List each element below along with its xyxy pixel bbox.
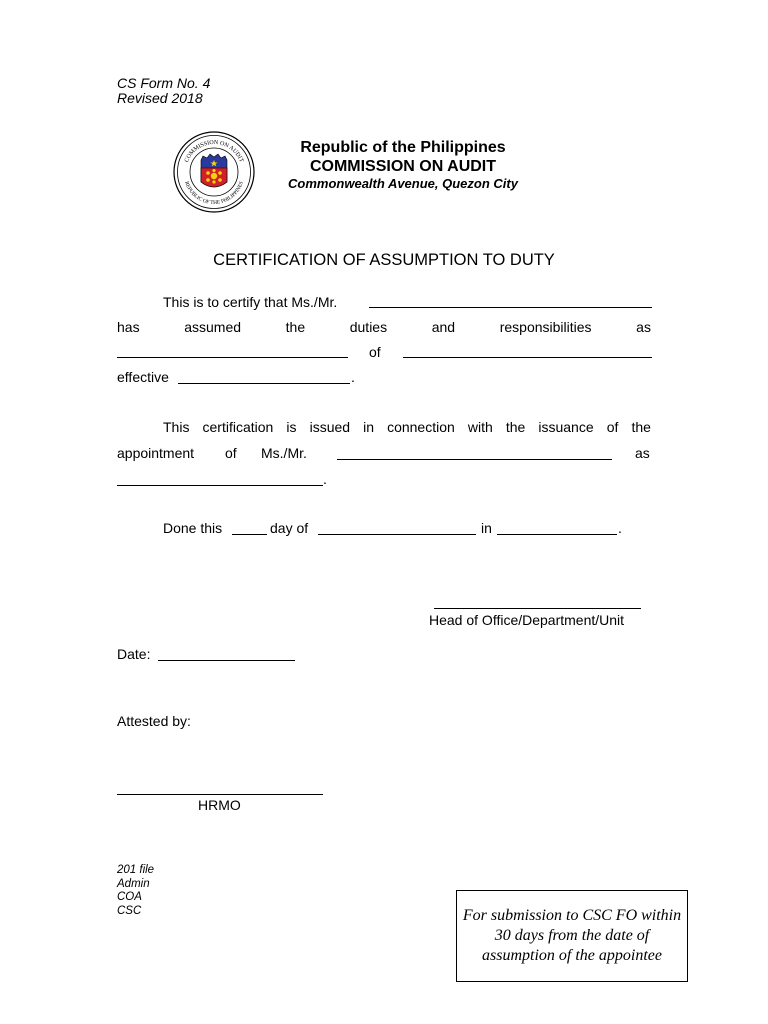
- head-of-office-label: Head of Office/Department/Unit: [429, 612, 625, 628]
- head-signature-line[interactable]: [434, 608, 641, 609]
- attested-label: Attested by:: [117, 713, 191, 729]
- form-no-text: CS Form No. 4: [117, 75, 211, 91]
- appointment-text: appointment: [117, 445, 195, 461]
- in-text: in: [481, 520, 492, 536]
- period: .: [351, 369, 355, 385]
- word: the: [631, 419, 651, 435]
- word: in: [363, 419, 375, 435]
- word: assumed: [184, 319, 242, 335]
- as-text: as: [635, 445, 650, 461]
- word: issuance: [538, 419, 594, 435]
- page-title: CERTIFICATION OF ASSUMPTION TO DUTY: [213, 251, 555, 269]
- agency-block: [272, 138, 534, 192]
- day-of-text: day of: [270, 520, 309, 536]
- para2-line1: [163, 419, 651, 435]
- distribution-list: [117, 864, 154, 918]
- place-blank[interactable]: [497, 534, 617, 535]
- date-blank[interactable]: [158, 660, 295, 661]
- word: the: [285, 319, 306, 335]
- msmr-text: Ms./Mr.: [261, 445, 307, 461]
- word: issued: [309, 419, 351, 435]
- para1-line2: [117, 319, 651, 335]
- day-blank[interactable]: [232, 534, 267, 535]
- month-blank[interactable]: [318, 534, 476, 535]
- word: duties: [349, 319, 388, 335]
- effective-text: effective: [117, 369, 169, 385]
- word: certification: [202, 419, 274, 435]
- position-blank[interactable]: [117, 357, 348, 358]
- seal-shield: [201, 154, 227, 187]
- submission-note-text: For submission to CSC FO within 30 days from the date of assumption of the appointee: [462, 907, 682, 964]
- list-item: CSC: [117, 904, 142, 917]
- name-blank-1[interactable]: [369, 307, 652, 308]
- word: connection: [387, 419, 455, 435]
- seal-ring-bottom: REPUBLIC OF THE PHILIPPINES: [183, 180, 245, 207]
- word: has: [117, 319, 140, 335]
- date-label: Date:: [117, 646, 151, 662]
- seal-ring-top: COMMISSION ON AUDIT: [183, 139, 245, 164]
- word: of: [606, 419, 619, 435]
- word: This: [163, 419, 190, 435]
- word: is: [286, 419, 297, 435]
- appointment-position-blank[interactable]: [117, 485, 323, 486]
- period: .: [618, 520, 622, 536]
- agency-country: Republic of the Philippines: [300, 139, 506, 156]
- of-text: of: [225, 445, 237, 461]
- word: with: [467, 419, 493, 435]
- period: .: [323, 471, 327, 487]
- list-item: COA: [117, 891, 142, 903]
- agency-name: COMMISSION ON AUDIT: [309, 158, 497, 175]
- hrmo-signature-line[interactable]: [117, 794, 323, 795]
- form-number: [117, 76, 210, 106]
- word: and: [431, 319, 456, 335]
- office-blank[interactable]: [403, 357, 652, 358]
- submission-note-box: [456, 890, 688, 982]
- revised-text: Revised 2018: [117, 90, 203, 106]
- done-this-text: Done this: [163, 520, 223, 536]
- word: as: [636, 319, 651, 335]
- word: the: [505, 419, 526, 435]
- coa-seal-icon: [172, 130, 256, 214]
- hrmo-label: HRMO: [198, 797, 241, 813]
- list-item: Admin: [117, 877, 150, 890]
- word: responsibilities: [499, 319, 592, 335]
- agency-address: Commonwealth Avenue, Quezon City: [288, 176, 518, 191]
- of-text: of: [369, 344, 381, 360]
- name-blank-2[interactable]: [337, 459, 612, 460]
- list-item: 201 file: [117, 864, 155, 876]
- effective-date-blank[interactable]: [178, 383, 350, 384]
- certify-text: This is to certify that Ms./Mr.: [163, 294, 338, 310]
